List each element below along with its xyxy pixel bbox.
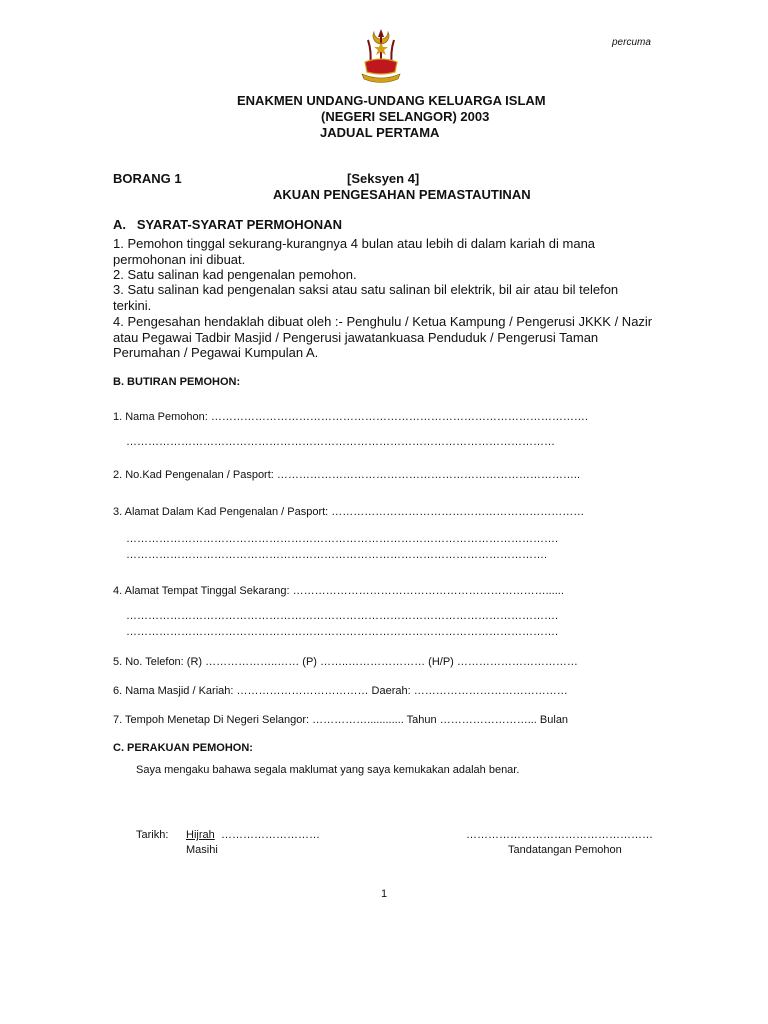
seksyen-label: [Seksyen 4] — [347, 171, 420, 186]
form-subtitle: AKUAN PENGESAHAN PEMASTAUTINAN — [273, 187, 531, 202]
masjid-field[interactable]: 6. Nama Masjid / Kariah: ……………………………… Daerah: …………………………………… — [113, 685, 568, 697]
hijrah-label: Hijrah — [186, 829, 215, 841]
telefon-field[interactable]: 5. No. Telefon: (R) ………………..…… (P) ……..………………… (H/P) …………………………… — [113, 656, 578, 668]
alamat-tinggal-line-2[interactable]: ………………………………………………………………………………………………………. — [126, 626, 559, 638]
borang-label: BORANG 1 — [113, 171, 182, 186]
masihi-label: Masihi — [186, 844, 218, 856]
title-line-2: (NEGERI SELANGOR) 2003 — [321, 109, 490, 124]
alamat-ic-line-2[interactable]: ……………………………………………………………………………………………………. — [126, 549, 548, 561]
tarikh-label: Tarikh: — [136, 829, 169, 841]
signature-line[interactable]: …………………………………………… — [466, 829, 653, 841]
alamat-ic-field[interactable]: 3. Alamat Dalam Kad Pengenalan / Pasport: …………………………………………………………… — [113, 506, 585, 518]
rule-2: 2. Satu salinan kad pengenalan pemohon. — [113, 267, 357, 282]
page-number: 1 — [381, 888, 388, 900]
nama-continuation[interactable]: ……………………………………………………………………………………………………… — [126, 436, 555, 448]
section-c-heading: C. PERAKUAN PEMOHON: — [113, 742, 253, 754]
alamat-ic-line-1[interactable]: ………………………………………………………………………………………………………. — [126, 533, 559, 545]
title-line-1: ENAKMEN UNDANG-UNDANG KELUARGA ISLAM — [237, 93, 546, 108]
tempoh-field[interactable]: 7. Tempoh Menetap Di Negeri Selangor: ……………............ Tahun ……………………... Bulan — [113, 714, 569, 726]
title-line-3: JADUAL PERTAMA — [320, 125, 440, 140]
nama-field[interactable]: 1. Nama Pemohon: …………………………………………………………………………………………. — [113, 411, 588, 423]
rule-3: 3. Satu salinan kad pengenalan saksi atau satu salinan bil elektrik, bil air atau bil telefon terkini. — [113, 282, 619, 313]
perakuan-statement: Saya mengaku bahawa segala maklumat yang saya kemukakan adalah benar. — [136, 764, 520, 776]
section-a-heading: A. SYARAT-SYARAT PERMOHONAN — [113, 217, 342, 232]
signature-label: Tandatangan Pemohon — [508, 844, 622, 856]
alamat-tinggal-line-1[interactable]: ………………………………………………………………………………………………………. — [126, 610, 559, 622]
section-b-heading: B. BUTIRAN PEMOHON: — [113, 376, 241, 388]
ic-field[interactable]: 2. No.Kad Pengenalan / Pasport: ……………………………………………………………………….. — [113, 469, 581, 481]
percuma-note: percuma — [612, 37, 651, 48]
alamat-tinggal-field[interactable]: 4. Alamat Tempat Tinggal Sekarang: ……………………………………………………………...... — [113, 585, 564, 597]
rule-4: 4. Pengesahan hendaklah dibuat oleh :- Penghulu / Ketua Kampung / Pengerusi JKKK / Nazir atau Pegawai Tadbir Masjid / Pengerusi jawatankuasa Penduduk / Pengerusi Taman Perumahan / Pegawai Kumpulan A. — [113, 314, 653, 361]
rule-1: 1. Pemohon tinggal sekurang-kurangnya 4 bulan atau lebih di dalam kariah di mana permohonan ini dibuat. — [113, 236, 596, 267]
hijrah-date-field[interactable]: ……………………… — [221, 829, 320, 841]
selangor-crest-icon — [356, 26, 406, 84]
